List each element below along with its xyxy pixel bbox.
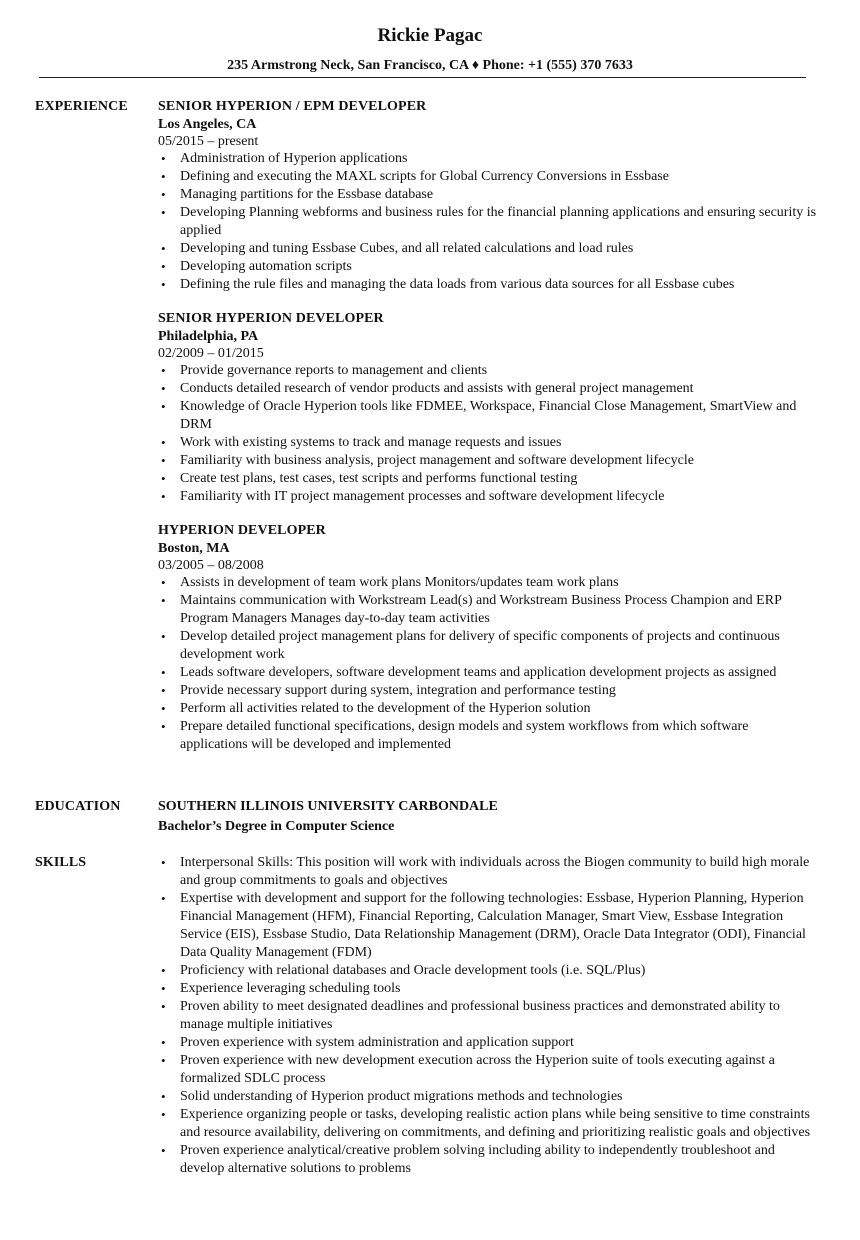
list-item-text: Assists in development of team work plans Monitors/updates team work plans [180,575,619,590]
job-dates: 03/2005 – 08/2008 [158,558,264,573]
skills-label: SKILLS [35,855,87,870]
list-item [161,854,818,890]
list-item-text: Maintains communication with Workstream Lead(s) and Workstream Business Process Champion and ERP Program Managers Manages day-to-day team activities [180,593,782,626]
experience-body [158,98,818,770]
bullet-icon: • [161,381,166,396]
list-item [161,258,818,276]
list-item [161,362,818,380]
list-item [161,1106,818,1142]
job-location: Philadelphia, PA [158,329,259,344]
list-item-text: Expertise with development and support for the following technologies: Essbase, Hyperion Planning, Hyperion Financial Management (HFM), Financial Reporting, Calculation Manager, Smart View, Essbase Integration Service (EIS), Essbase Studio, Data Relationship Management (DRM), Oracle Data Integrator (ODI), Financial Data Quality Management (FDM) [180,891,806,960]
job-dates: 02/2009 – 01/2015 [158,346,264,361]
header-divider [39,77,806,78]
bullet-icon: • [161,363,166,378]
bullet-icon: • [161,629,166,644]
education-label: EDUCATION [35,799,121,814]
bullet-icon: • [161,855,166,870]
bullet-icon: • [161,719,166,734]
contact-line: 235 Armstrong Neck, San Francisco, CA ♦ Phone: +1 (555) 370 7633 [227,58,633,73]
list-item [161,962,818,980]
list-item-text: Administration of Hyperion applications [180,151,408,166]
bullet-icon: • [161,593,166,608]
job-dates: 05/2015 – present [158,134,259,149]
list-item-text: Managing partitions for the Essbase database [180,187,434,202]
bullet-icon: • [161,453,166,468]
list-item [161,434,818,452]
list-item-text: Provide necessary support during system, integration and performance testing [180,683,616,698]
job-location: Los Angeles, CA [158,117,257,132]
list-item-text: Proven experience with new development execution across the Hyperion suite of tools executing against a formalized SDLC process [180,1053,775,1086]
list-item [161,664,818,682]
list-item-text: Provide governance reports to management and clients [180,363,488,378]
list-item-text: Developing Planning webforms and business rules for the financial planning applications and ensuring security is applied [180,205,817,238]
list-item-text: Perform all activities related to the development of the Hyperion solution [180,701,591,716]
list-item-text: Develop detailed project management plans for delivery of specific components of projects and continuous development work [180,629,780,662]
list-item-text: Knowledge of Oracle Hyperion tools like FDMEE, Workspace, Financial Close Management, SmartView and DRM [180,399,797,432]
list-item-text: Proven ability to meet designated deadlines and professional business practices and demonstrated ability to manage multiple initiatives [180,999,780,1032]
bullet-icon: • [161,1089,166,1104]
education-body [158,798,818,836]
bullet-icon: • [161,187,166,202]
bullet-icon: • [161,471,166,486]
list-item [161,998,818,1034]
list-item-text: Familiarity with IT project management processes and software development lifecycle [180,489,665,504]
bullet-icon: • [161,683,166,698]
candidate-name: Rickie Pagac [377,25,483,46]
bullet-icon: • [161,1143,166,1158]
list-item [161,574,818,592]
list-item-text: Leads software developers, software development teams and application development projects as assigned [180,665,777,680]
list-item [161,470,818,488]
degree: Bachelor’s Degree in Computer Science [158,819,395,834]
bullet-icon: • [161,277,166,292]
bullet-icon: • [161,205,166,220]
list-item-text: Familiarity with business analysis, project management and software development lifecycle [180,453,694,468]
bullet-icon: • [161,575,166,590]
list-item-text: Defining and executing the MAXL scripts for Global Currency Conversions in Essbase [180,169,669,184]
list-item [161,204,818,240]
list-item-text: Developing automation scripts [180,259,352,274]
list-item [161,488,818,506]
bullet-icon: • [161,259,166,274]
bullet-icon: • [161,891,166,906]
list-item-text: Experience organizing people or tasks, developing realistic action plans while being sensitive to time constraints and resource availability, delivering on commitments, and defining and prioritizing realistic goals and objectives [180,1107,811,1140]
list-item [161,186,818,204]
list-item-text: Developing and tuning Essbase Cubes, and all related calculations and load rules [180,241,634,256]
list-item [161,700,818,718]
job-entry [158,310,818,506]
bullet-icon: • [161,489,166,504]
list-item [161,398,818,434]
list-item [161,452,818,470]
list-item [161,1052,818,1088]
job-title: SENIOR HYPERION / EPM DEVELOPER [158,99,427,114]
list-item [161,980,818,998]
resume-header [0,0,860,75]
job-bullets [158,150,818,294]
job-location: Boston, MA [158,541,230,556]
bullet-icon: • [161,981,166,996]
list-item [161,1034,818,1052]
experience-label: EXPERIENCE [35,99,128,114]
bullet-icon: • [161,169,166,184]
job-title: HYPERION DEVELOPER [158,523,326,538]
list-item [161,150,818,168]
bullet-icon: • [161,999,166,1014]
bullet-icon: • [161,665,166,680]
list-item [161,1142,818,1178]
skills-bullets [158,854,818,1178]
list-item-text: Interpersonal Skills: This position will work with individuals across the Biogen community to build high morale and group commitments to goals and objectives [180,855,810,888]
list-item-text: Defining the rule files and managing the data loads from various data sources for all Essbase cubes [180,277,735,292]
list-item [161,890,818,962]
school-name: SOUTHERN ILLINOIS UNIVERSITY CARBONDALE [158,799,498,814]
list-item [161,682,818,700]
list-item-text: Create test plans, test cases, test scripts and performs functional testing [180,471,578,486]
bullet-icon: • [161,1053,166,1068]
job-entry [158,98,818,294]
list-item-text: Conducts detailed research of vendor products and assists with general project management [180,381,694,396]
bullet-icon: • [161,1107,166,1122]
list-item [161,1088,818,1106]
list-item-text: Proven experience with system administration and application support [180,1035,574,1050]
bullet-icon: • [161,435,166,450]
list-item-text: Work with existing systems to track and manage requests and issues [180,435,562,450]
list-item-text: Proven experience analytical/creative problem solving including ability to independently troubleshoot and develop alternative solutions to problems [180,1143,775,1176]
job-bullets [158,574,818,754]
bullet-icon: • [161,241,166,256]
job-title: SENIOR HYPERION DEVELOPER [158,311,384,326]
bullet-icon: • [161,963,166,978]
list-item [161,718,818,754]
bullet-icon: • [161,399,166,414]
list-item-text: Proficiency with relational databases and Oracle development tools (i.e. SQL/Plus) [180,963,646,978]
list-item [161,276,818,294]
list-item [161,592,818,628]
list-item [161,380,818,398]
bullet-icon: • [161,1035,166,1050]
job-bullets [158,362,818,506]
list-item [161,240,818,258]
bullet-icon: • [161,151,166,166]
bullet-icon: • [161,701,166,716]
list-item-text: Solid understanding of Hyperion product migrations methods and technologies [180,1089,623,1104]
list-item-text: Prepare detailed functional specifications, design models and system workflows from which software applications will be developed and implemented [180,719,749,752]
skills-body [158,854,818,1178]
list-item [161,628,818,664]
list-item [161,168,818,186]
job-entry [158,522,818,754]
list-item-text: Experience leveraging scheduling tools [180,981,401,996]
